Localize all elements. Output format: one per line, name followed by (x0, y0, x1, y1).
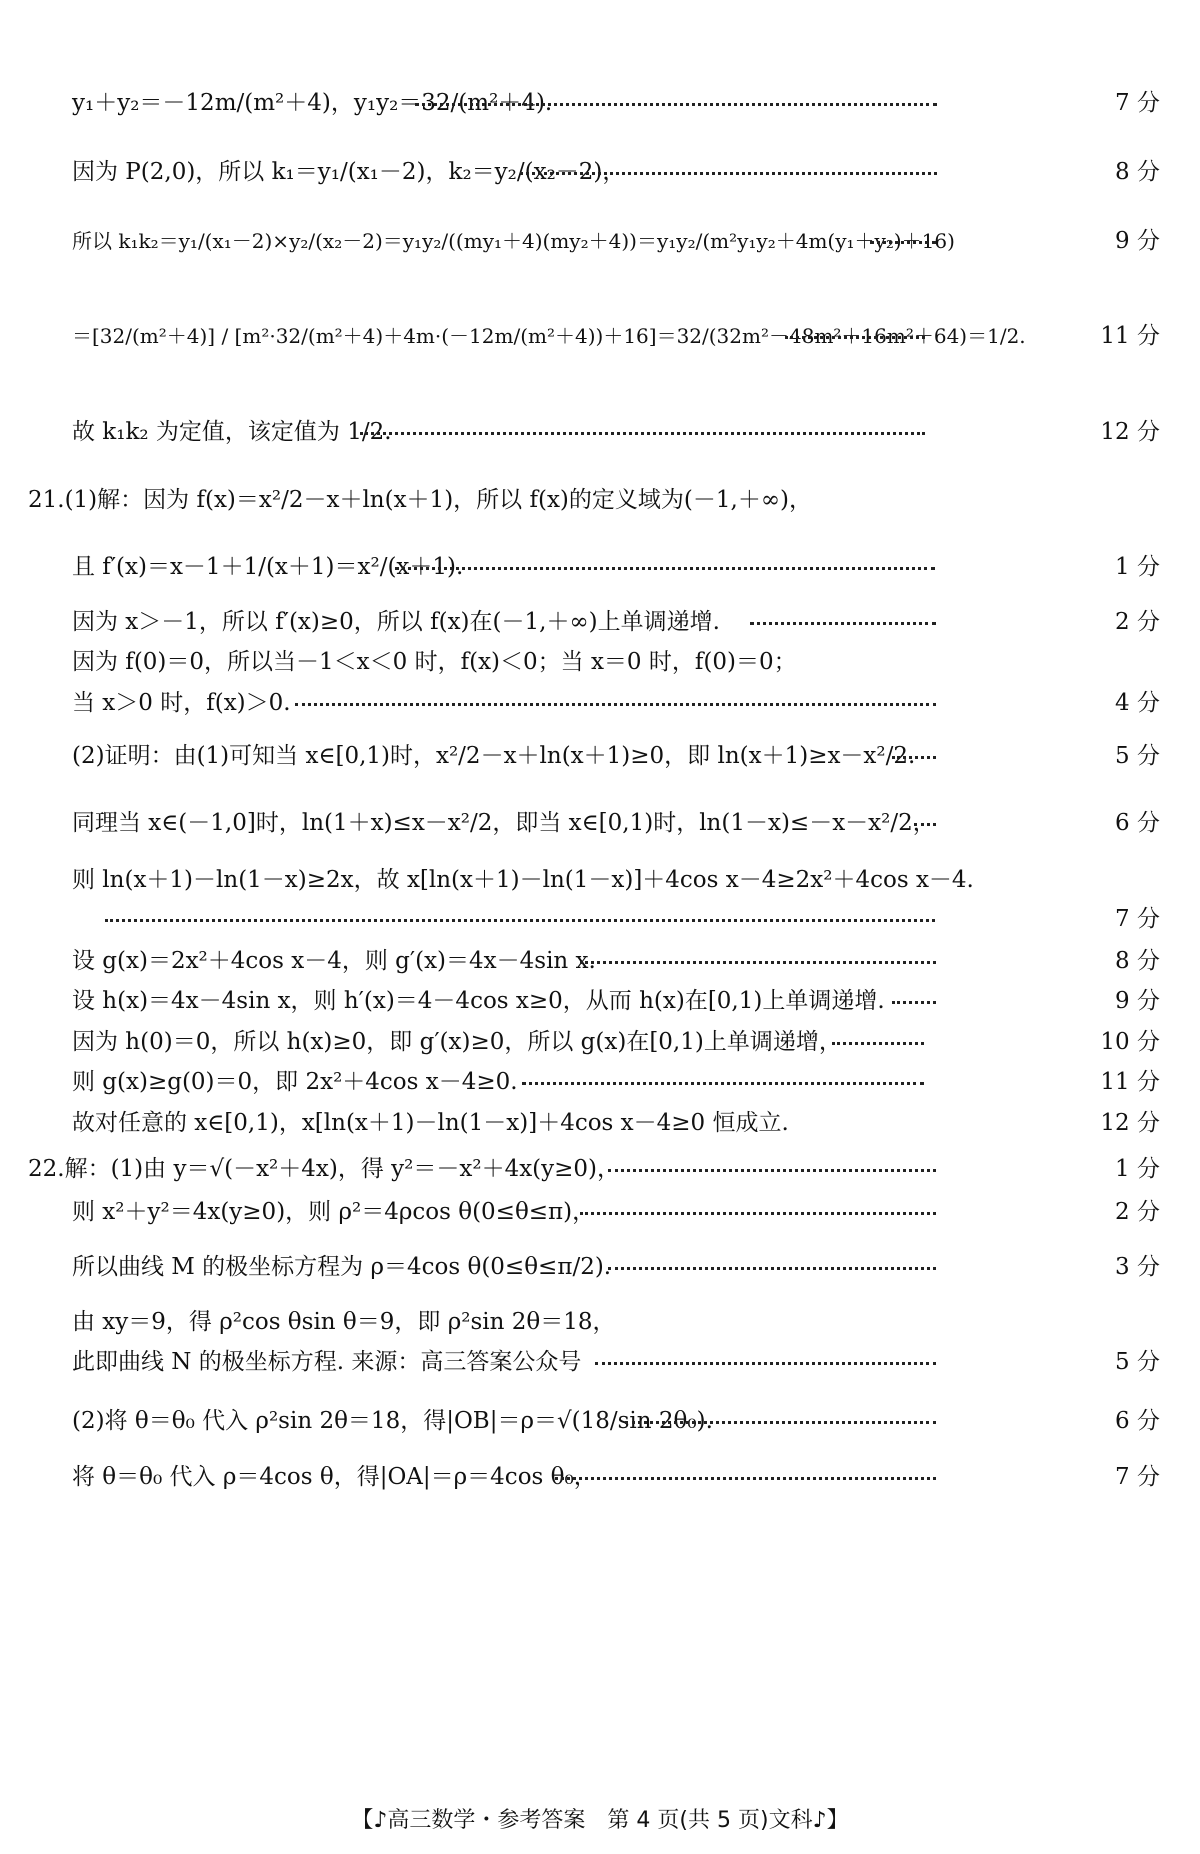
line-text: 设 g(x)＝2x²＋4cos x－4，则 g′(x)＝4x－4sin x. (72, 948, 596, 974)
dot-leader (520, 172, 937, 175)
line-text: 则 g(x)≥g(0)＝0，即 2x²＋4cos x－4≥0. (72, 1069, 518, 1095)
page-footer: 【♪高三数学・参考答案 第 4 页(共 5 页)文科♪】 (351, 1808, 849, 1833)
score-label: 7 分 (1115, 90, 1160, 116)
line-text: 因为 P(2,0)，所以 k₁＝y₁/(x₁－2)，k₂＝y₂/(x₂－2)， (72, 159, 626, 185)
line-text: ＝[32/(m²＋4)] / [m²·32/(m²＋4)＋4m·(－12m/(m²＋4))＋16]＝32/(32m²－48m²＋16m²＋64)＝1/2. (72, 324, 1026, 348)
line-text: 将 θ＝θ₀ 代入 ρ＝4cos θ，得|OA|＝ρ＝4cos θ₀， (72, 1464, 597, 1490)
line-text: 故 k₁k₂ 为定值，该定值为 1/2. (72, 419, 392, 445)
dot-leader (595, 1362, 936, 1365)
line-text: 因为 h(0)＝0，所以 h(x)≥0，即 g′(x)≥0，所以 g(x)在[0,1)上单调递增， (72, 1029, 842, 1055)
score-label: 7 分 (1115, 906, 1160, 932)
dot-leader (608, 1169, 936, 1172)
score-label: 3 分 (1115, 1254, 1160, 1280)
line-text: 由 xy＝9，得 ρ²cos θsin θ＝9，即 ρ²sin 2θ＝18， (72, 1309, 616, 1335)
score-label: 9 分 (1115, 228, 1160, 254)
score-label: 5 分 (1115, 743, 1160, 769)
score-label: 6 分 (1115, 810, 1160, 836)
dot-leader (522, 1082, 924, 1085)
score-label: 1 分 (1115, 554, 1160, 580)
score-label: 7 分 (1115, 1464, 1160, 1490)
line-text: 故对任意的 x∈[0,1)，x[ln(x＋1)－ln(1－x)]＋4cos x－4≥0 恒成立. (72, 1110, 789, 1136)
score-label: 12 分 (1100, 419, 1160, 445)
line-text: 则 x²＋y²＝4x(y≥0)，则 ρ²＝4ρcos θ(0≤θ≤π)， (72, 1199, 596, 1225)
question-22-heading: 22.解：(1)由 y＝√(－x²＋4x)，得 y²＝－x²＋4x(y≥0)， (28, 1156, 621, 1182)
dot-leader (625, 1421, 936, 1424)
dot-leader (832, 1042, 924, 1045)
line-text: 设 h(x)＝4x－4sin x，则 h′(x)＝4－4cos x≥0，从而 h(x)在[0,1)上单调递增. (72, 988, 885, 1014)
score-label: 4 分 (1115, 690, 1160, 716)
line-text: 此即曲线 N 的极坐标方程. 来源：高三答案公众号 (72, 1349, 582, 1375)
score-label: 9 分 (1115, 988, 1160, 1014)
dot-leader (360, 432, 925, 435)
score-label: 11 分 (1100, 1069, 1160, 1095)
dot-leader (892, 756, 936, 759)
dot-leader (892, 1001, 936, 1004)
dot-leader (580, 1212, 936, 1215)
dot-leader (580, 961, 936, 964)
line-text: 当 x＞0 时，f(x)＞0. (72, 690, 291, 716)
dot-leader (914, 823, 936, 826)
line-text: 所以曲线 M 的极坐标方程为 ρ＝4cos θ(0≤θ≤π/2). (72, 1254, 612, 1280)
score-label: 2 分 (1115, 609, 1160, 635)
dot-leader (395, 567, 935, 570)
dot-leader (555, 1477, 936, 1480)
dot-leader (870, 241, 936, 244)
line-text: (2)证明：由(1)可知当 x∈[0,1)时，x²/2－x＋ln(x＋1)≥0，即 ln(x＋1)≥x－x²/2. (72, 743, 916, 769)
score-label: 10 分 (1100, 1029, 1160, 1055)
dot-leader (608, 1267, 936, 1270)
score-label: 5 分 (1115, 1349, 1160, 1375)
dot-leader (415, 103, 937, 106)
dot-leader (750, 622, 936, 625)
line-text: 因为 f(0)＝0，所以当－1＜x＜0 时，f(x)＜0；当 x＝0 时，f(0)＝0； (72, 649, 797, 675)
score-label: 6 分 (1115, 1408, 1160, 1434)
score-label: 11 分 (1100, 323, 1160, 349)
line-text: 同理当 x∈(－1,0]时，ln(1＋x)≤x－x²/2，即当 x∈[0,1)时，ln(1－x)≤－x－x²/2， (72, 810, 936, 836)
score-label: 1 分 (1115, 1156, 1160, 1182)
line-text: y₁＋y₂＝－12m/(m²＋4)，y₁y₂＝32/(m²＋4). (72, 90, 553, 116)
line-text: (2)将 θ＝θ₀ 代入 ρ²sin 2θ＝18，得|OB|＝ρ＝√(18/sin 2θ₀). (72, 1408, 713, 1434)
dot-leader (105, 919, 935, 922)
score-label: 8 分 (1115, 948, 1160, 974)
line-text: 所以 k₁k₂＝y₁/(x₁－2)×y₂/(x₂－2)＝y₁y₂/((my₁＋4)(my₂＋4))＝y₁y₂/(m²y₁y₂＋4m(y₁＋y₂)＋16) (72, 229, 955, 253)
line-text: 因为 x＞－1，所以 f′(x)≥0，所以 f(x)在(－1,＋∞)上单调递增. (72, 609, 720, 635)
dot-leader (295, 703, 936, 706)
dot-leader (785, 336, 925, 339)
line-text: 且 f′(x)＝x－1＋1/(x＋1)＝x²/(x＋1). (72, 554, 464, 580)
score-label: 2 分 (1115, 1199, 1160, 1225)
score-label: 8 分 (1115, 159, 1160, 185)
score-label: 12 分 (1100, 1110, 1160, 1136)
question-21-heading: 21.(1)解：因为 f(x)＝x²/2－x＋ln(x＋1)，所以 f(x)的定义域为(－1,＋∞)， (28, 487, 812, 513)
line-text: 则 ln(x＋1)－ln(1－x)≥2x，故 x[ln(x＋1)－ln(1－x)]＋4cos x－4≥2x²＋4cos x－4. (72, 867, 974, 893)
